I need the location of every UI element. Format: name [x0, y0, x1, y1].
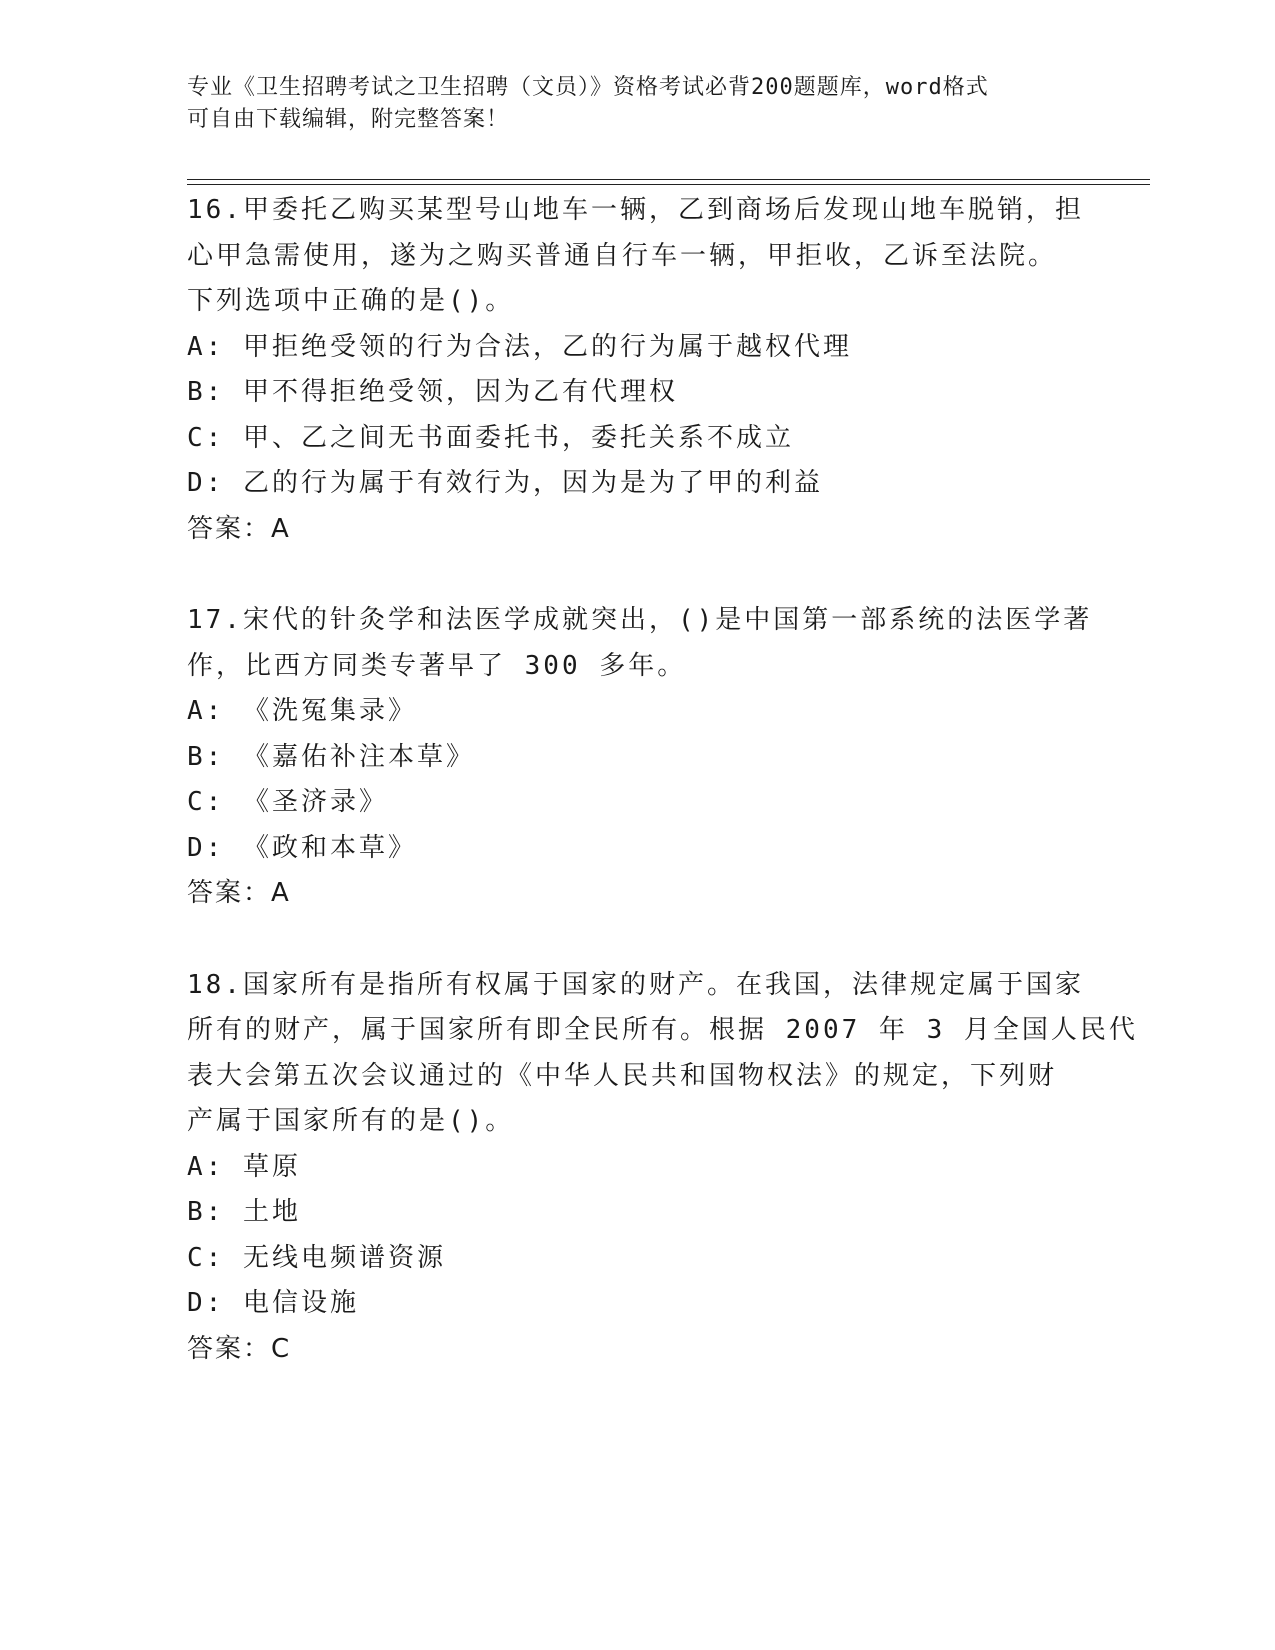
question-spacer [187, 552, 1087, 598]
question-text-line: 作，比西方同类专著早了 300 多年。 [187, 650, 687, 681]
question-text-line: 所有的财产，属于国家所有即全民所有。根据 2007 年 3 月全国人民代 [187, 1015, 1138, 1045]
question-text-line: 下列选项中正确的是()。 [187, 286, 515, 316]
option-b: B: 《嘉佑补注本草》 [187, 741, 475, 772]
option-c: C: 《圣济录》 [187, 787, 388, 817]
option-d: D: 《政和本草》 [187, 832, 417, 863]
header-line: 专业《卫生招聘考试之卫生招聘（文员）》资格考试必背200题题库，word格式 [187, 75, 989, 100]
question-text-line: 18.国家所有是指所有权属于国家的财产。在我国，法律规定属于国家 [187, 969, 1084, 1000]
question-spacer [187, 917, 1087, 963]
option-d: D: 乙的行为属于有效行为，因为是为了甲的利益 [187, 468, 823, 498]
question-text-line: 心甲急需使用，遂为之购买普通自行车一辆，甲拒收，乙诉至法院。 [187, 240, 1058, 271]
option-b: B: 土地 [187, 1197, 301, 1227]
question-text-line: 表大会第五次会议通过的《中华人民共和国物权法》的规定，下列财 [187, 1060, 1058, 1091]
option-a: A: 甲拒绝受领的行为合法，乙的行为属于越权代理 [187, 331, 852, 362]
option-c: C: 甲、乙之间无书面委托书，委托关系不成立 [187, 422, 794, 453]
answer-line: 答案：A [187, 878, 291, 908]
option-d: D: 电信设施 [187, 1288, 359, 1318]
question-16 [187, 188, 1087, 552]
option-a: A: 《洗冤集录》 [187, 696, 417, 726]
option-c: C: 无线电频谱资源 [187, 1242, 446, 1273]
header-divider-top [187, 179, 1150, 180]
question-text-line: 16.甲委托乙购买某型号山地车一辆，乙到商场后发现山地车脱销，担 [187, 195, 1084, 225]
header-divider-bottom [187, 184, 1150, 185]
question-text-line: 17.宋代的针灸学和法医学成就突出，()是中国第一部系统的法医学著 [187, 605, 1093, 635]
question-17 [187, 598, 1093, 917]
question-list [187, 188, 1138, 1372]
question-18 [187, 963, 1138, 1373]
header-line: 可自由下载编辑，附完整答案！ [187, 107, 510, 132]
question-text-line: 产属于国家所有的是()。 [187, 1106, 515, 1136]
answer-line: 答案：A [187, 513, 291, 544]
document-header [187, 72, 1087, 136]
option-a: A: 草原 [187, 1151, 301, 1182]
option-b: B: 甲不得拒绝受领，因为乙有代理权 [187, 377, 678, 407]
answer-line: 答案：C [187, 1333, 292, 1364]
